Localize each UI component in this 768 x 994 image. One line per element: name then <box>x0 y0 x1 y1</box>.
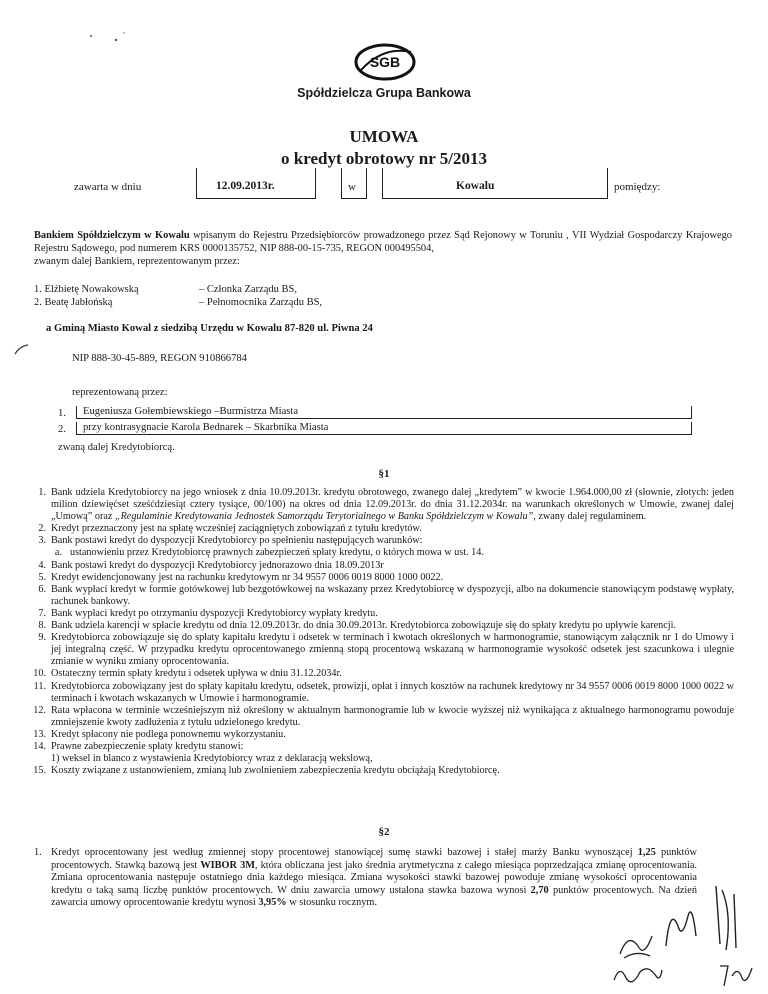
sgb-logo <box>353 42 417 82</box>
contract-date: 12.09.2013r. <box>216 180 275 192</box>
between-label: pomiędzy: <box>614 181 661 193</box>
item-text: Bank udziela Kredytobiorcy na jego wniosek z dnia 10.09.2013r. kredytu obrotowego, zwanego dalej „kredytem” w kwocie 1.964.000,00 zł (słownie, złotych: jeden milion dziewięćset sześćdziesiąt cztery tysiące, 00/100) na okres od dnia 12.09.2013r. do dnia 31.12.2034r. na warunkach określonych w Umowie, zwanej dalej „Umową” oraz <box>51 487 734 523</box>
item-text: Bank wypłaci kredyt w formie gotówkowej lub bezgotówkowej na wskazany przez Kredytobiorcę w dyspozycji, albo na dokumencie stanowiącym podstawę wypłaty, rachunek bankowy. <box>51 583 734 607</box>
borrower-rep-1: Eugeniusza Gołembiewskiego –Burmistrza Miasta <box>76 406 692 419</box>
item-text: Prawne zabezpieczenie spłaty kredytu stanowi: <box>51 740 244 752</box>
item-text: Ostateczny termin spłaty kredytu i odsetek upływa w dniu 31.12.2034r. <box>51 668 342 680</box>
item-text: Kredyt przeznaczony jest na spłatę wcześniej zaciągniętych zobowiązań z tytułu kredytów. <box>51 523 422 535</box>
section-1-item <box>34 632 734 668</box>
section-1-item <box>34 753 734 765</box>
item-number: 15. <box>33 765 46 777</box>
borrower-ids: NIP 888-30-45-889, REGON 910866784 <box>72 353 247 364</box>
section-1-list <box>34 487 734 777</box>
s2-text-g: punktów procentowych. Na dzień zawarcia umowy oprocentowanie kredytu wynosi <box>51 884 697 909</box>
s2-text-e: , która obliczana jest jako średnia arytmetyczna z całego miesiąca poprzedzająca zmianę oprocentowania. Zmiana oprocentowania następuje ostatniego dnia każdego miesiąca. Zmiana wysokości stawki bazowej powoduje zmianę wysokości oprocentowania kredytu o taką samą liczbę punktów procentowych. W dniu zawarcia umowy ustalona stawka bazowa wynosi <box>51 859 697 896</box>
bank-rep-2-name: 2. Beatę Jabłońską <box>34 297 113 308</box>
section-1-item <box>34 523 734 535</box>
item-number: 12. <box>33 704 46 716</box>
borrower-represented: reprezentowaną przez: <box>72 387 168 398</box>
section-2-heading: §2 <box>378 826 390 838</box>
section-1-item <box>34 765 734 777</box>
section-1-item <box>34 487 734 523</box>
bank-details: wpisanym do Rejestru Przedsiębiorców prowadzonego przez Sąd Rejonowy w Toruniu , VII Wydział Gospodarczy Krajowego Rejestru Sądowego, pod numerem KRS 0000135752, NIP 888-00-15-735, REGON 000495504, <box>34 230 732 254</box>
section-1-item <box>34 608 734 620</box>
item-text: Bank udziela karencji w spłacie kredytu od dnia 12.09.2013r. do dnia 30.09.2013r. Kredytobiorca zobowiązuje się do spłaty kredytu po upływie karencji. <box>51 620 676 632</box>
item-number: 3. <box>38 535 46 547</box>
s2-text-c: punktów procentowych. Stawką bazową jest <box>51 847 697 871</box>
in-label: w <box>348 181 356 193</box>
bank-rep-2-role: – Pełnomocnika Zarządu BS, <box>199 297 323 308</box>
concluded-label: zawarta w dniu <box>74 181 142 193</box>
section-1-item <box>34 560 734 572</box>
item-text: Rata wpłacona w terminie wcześniejszym niż określony w aktualnym harmonogramie lub w kwocie wyższej niż wynikająca z aktualnego harmonogramu powoduje zmniejszenie kwoty zadłużenia z tytułu udzielonego kredytu. <box>51 704 734 728</box>
item-number: 7. <box>38 607 46 619</box>
item-number: 9. <box>38 632 46 644</box>
base-rate-name: WIBOR 3M <box>200 859 255 871</box>
item-number: 8. <box>38 620 46 632</box>
item-text: Kredyt spłacony nie podlega ponownemu wykorzystaniu. <box>51 728 286 740</box>
section-1-item <box>34 681 734 705</box>
item-text: Bank postawi kredyt do dyspozycji Kredytobiorcy jednorazowo dnia 18.09.2013r <box>51 559 384 571</box>
section-2-p1-number: 1. <box>34 847 42 858</box>
section-1-item <box>34 705 734 729</box>
item-number: 13. <box>33 728 46 740</box>
logo-text: SGB <box>369 54 401 70</box>
item-number: 10. <box>33 668 46 680</box>
item-text: Koszty związane z ustanowieniem, zmianą lub zwolnieniem zabezpieczenia kredytu obciążają Kredytobiorcę. <box>51 765 500 777</box>
handwritten-mark <box>14 344 30 356</box>
signature-scribble-2 <box>610 962 664 990</box>
bank-group-name: Spółdzielcza Grupa Bankowa <box>297 86 471 100</box>
title-line-2: o kredyt obrotowy nr 5/2013 <box>281 149 487 168</box>
section-1-item <box>34 741 734 753</box>
item-text: Kredyt ewidencjonowany jest na rachunku kredytowym nr 34 9557 0006 0019 8000 1000 0022. <box>51 571 444 583</box>
item-number: 6. <box>38 583 46 595</box>
item-number: 11. <box>33 680 46 692</box>
s2-text-i: w stosunku rocznym. <box>286 897 378 909</box>
contract-place: Kowalu <box>456 180 495 192</box>
section-1-item <box>34 547 734 559</box>
item-number: a. <box>54 547 62 559</box>
title-line-1: UMOWA <box>349 127 419 146</box>
borrower-called: zwaną dalej Kredytobiorcą. <box>58 442 175 453</box>
borrower-rep-2: przy kontrasygnacie Karola Bednarek – Skarbnika Miasta <box>76 422 692 435</box>
item-text: ustanowieniu przez Kredytobiorcę prawnych zabezpieczeń spłaty kredytu, o których mowa w ust. 14. <box>70 547 484 559</box>
interest-rate-value: 3,95% <box>258 897 287 909</box>
item-text: Bank wypłaci kredyt po otrzymaniu dyspozycji Kredytobiorcy wypłaty kredytu. <box>51 607 378 619</box>
section-1-heading: §1 <box>378 468 390 480</box>
bank-rep-1-name: 1. Elżbietę Nowakowską <box>34 284 139 295</box>
item-text: Bank postawi kredyt do dyspozycji Kredytobiorcy po spełnieniu następujących warunków: <box>51 535 423 547</box>
bank-name: Bankiem Spółdzielczym w Kowalu <box>34 230 190 241</box>
section-1-item <box>34 572 734 584</box>
section-2-paragraph-1 <box>34 847 697 910</box>
section-1-item <box>34 535 734 547</box>
borrower-rep-2-num: 2. <box>58 424 66 435</box>
bank-party-paragraph <box>34 229 732 268</box>
signature-scribble-3 <box>718 962 754 990</box>
borrower-line: a Gminą Miasto Kowal z siedzibą Urzędu w Kowalu 87-820 ul. Piwna 24 <box>46 323 373 334</box>
scan-specks <box>88 30 128 46</box>
s2-text-a: Kredyt oprocentowany jest według zmiennej stopy procentowej stanowiącej sumę stawki bazowej i stałej marży Banku wynoszącej <box>51 847 638 858</box>
base-rate-value: 2,70 <box>530 884 549 896</box>
borrower-rep-1-num: 1. <box>58 408 66 419</box>
item-text-tail: , zwany dalej regulaminem. <box>533 511 647 523</box>
place-box <box>382 168 608 199</box>
item-number: 2. <box>38 523 46 535</box>
item-text: Kredytobiorca zobowiązuje się do spłaty kapitału kredytu i odsetek w terminach i kwotach określonych w harmonogramie, stanowiącym załącznik nr 1 do Umowy i jej integralną część. W przypadku kredytu oprocentowanego zmienną stopą procentową wskazaną w harmonogramie wysokość odsetek jest szacunkowa i ulegnie zmianie w wyniku zmiany oprocentowania. <box>51 632 734 668</box>
signature-scribble-1 <box>616 928 656 962</box>
item-number: 4. <box>38 559 46 571</box>
item-number: 5. <box>38 571 46 583</box>
section-1-item <box>34 729 734 741</box>
item-text: 1) weksel in blanco z wystawienia Kredytobiorcy wraz z deklaracją wekslową, <box>51 753 373 765</box>
bank-represented: zwanym dalej Bankiem, reprezentowanym przez: <box>34 256 240 267</box>
item-number: 1. <box>38 487 46 498</box>
item-number: 14. <box>33 740 46 752</box>
section-1-item <box>34 668 734 680</box>
item-text: Kredytobiorca zobowiązany jest do spłaty kapitału kredytu, odsetek, prowizji, opłat i innych kosztów na rachunek kredytowy nr 34 9557 0006 0019 8000 1000 0022 w terminach i kwotach wskazanych w Umowie i harmonogramie. <box>51 680 734 704</box>
handwritten-initials-2 <box>712 884 742 954</box>
handwritten-initials-1 <box>660 896 706 956</box>
section-1-item <box>34 584 734 608</box>
section-1-item <box>34 620 734 632</box>
margin-value: 1,25 <box>637 847 656 858</box>
bank-rep-1-role: – Członka Zarządu BS, <box>199 284 297 295</box>
regulation-title: „Regulaminie Kredytowania Jednostek Samorządu Terytorialnego w Banku Spółdzielczym w Kowalu” <box>114 511 534 523</box>
document-title <box>0 126 768 170</box>
